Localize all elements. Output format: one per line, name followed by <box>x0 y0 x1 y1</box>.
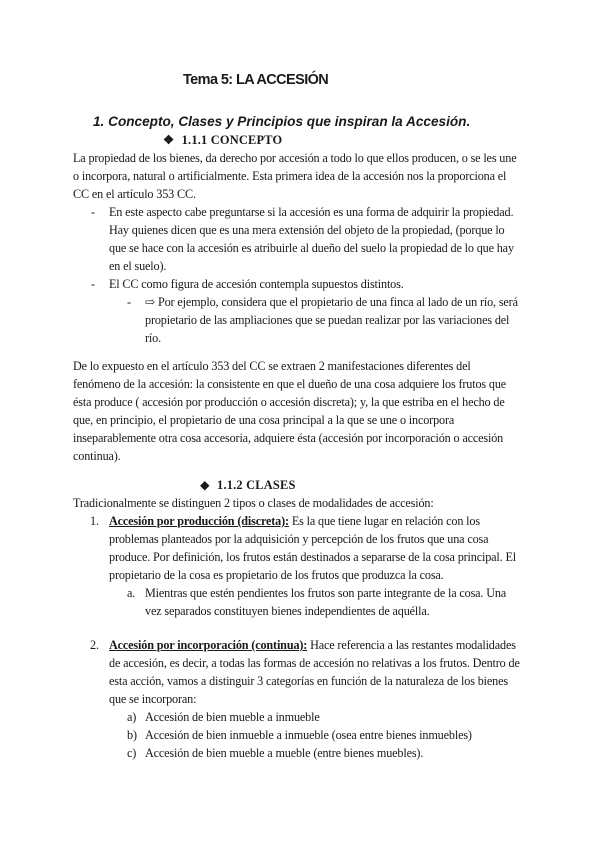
list-item-line: de accesión, es decir, a todas las formas de accesión no relativas a los frutos. Dentro de <box>109 656 520 670</box>
list-item-line: esta acción, vamos a distinguir 3 categorías en función de la naturaleza de los bienes <box>109 674 508 688</box>
arrow-right-icon: ⇨ <box>145 295 156 309</box>
dash-item-line: En este aspecto cabe preguntarse si la accesión es una forma de adquirir la propiedad. <box>109 205 514 219</box>
sub-item-text: Por ejemplo, considera que el propietario de una finca al lado de un río, será <box>157 295 518 309</box>
list-number: 1. <box>90 514 99 528</box>
concepto-intro-line: o incorpora, natural o artificialmente. Esta primera idea de la accesión nos la proporciona el <box>73 169 507 183</box>
dash-item-line: que se hace con la accesión es atribuirle al dueño del suelo la propiedad de lo que hay <box>109 241 514 255</box>
sub-item-line: Mientras que estén pendientes los frutos son parte integrante de la cosa. Una <box>145 586 507 600</box>
concepto-intro-line: CC en el artículo 353 CC. <box>73 187 196 201</box>
clases-heading-text: 1.1.2 CLASES <box>217 478 296 492</box>
list-item-line: produce. Por definición, los frutos están destinados a separarse de la cosa principal. El <box>109 550 516 564</box>
sub-item-line: Accesión de bien inmueble a inmueble (osea entre bienes inmuebles) <box>145 728 472 742</box>
diamond-bullet-icon: ❖ <box>163 133 175 147</box>
paragraph-line: continua). <box>73 449 121 463</box>
list-number: 2. <box>90 638 99 652</box>
sub-marker: a. <box>127 586 136 600</box>
list-item-text: Hace referencia a las restantes modalidades <box>310 638 516 652</box>
sub-marker: c) <box>127 746 137 760</box>
paragraph-line: que, en principio, el propietario de una cosa principal a la que se une o incorpora <box>73 413 455 427</box>
clases-intro: Tradicionalmente se distinguen 2 tipos o clases de modalidades de accesión: <box>73 496 434 510</box>
dash-bullet-icon: - <box>127 295 131 309</box>
paragraph-line: inseparablemente otra cosa accesoria, adquiere ésta (accesión por incorporación o accesión <box>73 431 504 445</box>
list-item-text: Es la que tiene lugar en relación con los <box>291 514 480 528</box>
concepto-heading-text: 1.1.1 CONCEPTO <box>181 133 283 147</box>
paragraph-line: De lo expuesto en el artículo 353 del CC se extraen 2 manifestaciones diferentes del <box>73 359 471 373</box>
list-item-line <box>109 636 516 654</box>
list-item-line <box>109 512 480 530</box>
dash-item-line: Hay quienes dicen que es una mera extensión del objeto de la propiedad, (porque lo <box>109 223 505 237</box>
sub-marker: a) <box>127 710 137 724</box>
section-heading <box>93 114 470 129</box>
sub-marker: b) <box>127 728 137 742</box>
term-label: Accesión por producción (discreta): <box>109 514 289 528</box>
sub-item-line: Accesión de bien mueble a inmueble <box>145 710 320 724</box>
dash-bullet-icon: - <box>91 277 95 291</box>
dash-item-line: El CC como figura de accesión contempla supuestos distintos. <box>109 277 404 291</box>
dash-item-line: en el suelo). <box>109 259 167 273</box>
dash-bullet-icon: - <box>91 205 95 219</box>
diamond-bullet-icon: ◆ <box>200 478 210 492</box>
sub-item-line: Accesión de bien mueble a mueble (entre bienes muebles). <box>145 746 424 760</box>
sub-item-line: vez separados constituyen bienes independientes de aquélla. <box>145 604 430 618</box>
sub-item-line: propietario de las ampliaciones que se puedan realizar por las variaciones del <box>145 313 510 327</box>
list-item-line: que se incorporan: <box>109 692 197 706</box>
paragraph-line: ésta produce ( accesión por producción o accesión discreta); y, la que estriba en el hecho de <box>73 395 505 409</box>
paragraph-line: fenómeno de la accesión: la consistente en que el dueño de una cosa adquiere los frutos que <box>73 377 507 391</box>
page-title: Tema 5: LA ACCESIÓN <box>183 72 329 88</box>
list-item-line: problemas planteados por la adquisición y percepción de los frutos que una cosa <box>109 532 489 546</box>
concepto-heading <box>163 131 282 149</box>
concepto-intro-line: La propiedad de los bienes, da derecho por accesión a todo lo que ellos producen, o se les une <box>73 151 517 165</box>
clases-heading <box>200 476 296 494</box>
section-number: 1. <box>93 114 105 129</box>
sub-item-line: río. <box>145 331 161 345</box>
sub-item-line <box>145 293 518 311</box>
list-item-line: propietario de la cosa es propietario de los frutos que produzca la cosa. <box>109 568 444 582</box>
term-label: Accesión por incorporación (continua): <box>109 638 308 652</box>
section-title: Concepto, Clases y Principios que inspiran la Accesión. <box>108 114 471 129</box>
